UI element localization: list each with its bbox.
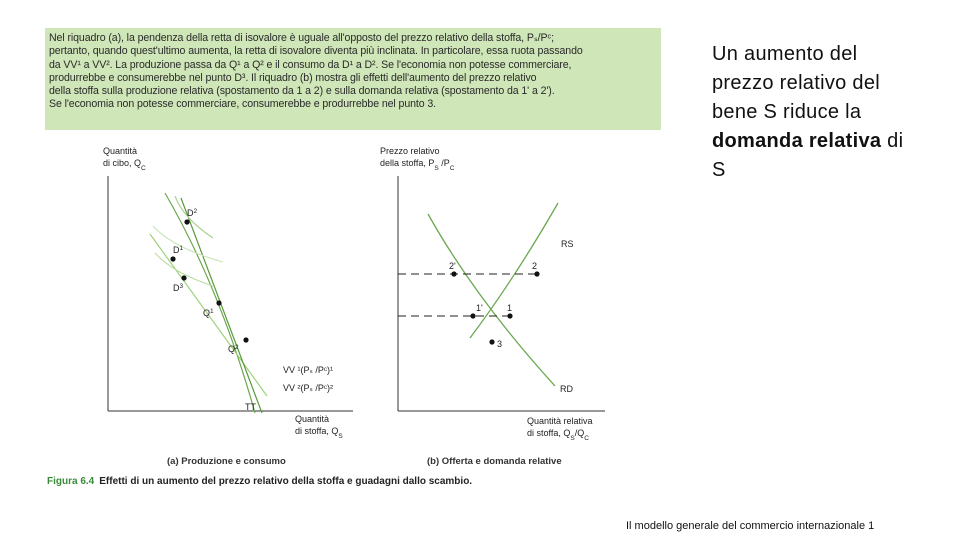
point-2-prime [451,271,456,276]
label-2: 2 [532,261,538,271]
point-q1 [216,300,221,305]
slide-footer: Il modello generale del commercio internazionale 1 [626,520,875,532]
slide-text-part1: Un aumento del prezzo relativo del bene S riduce la [712,43,881,123]
panel-a-y-label-1: Quantità [103,146,138,156]
figure-number: Figura 6.4 [47,476,95,487]
label-1: 1 [507,303,513,313]
rs-curve [470,203,558,338]
panel-a-diagram [45,138,365,468]
label-3: 3 [497,339,503,349]
point-d3 [181,275,186,280]
panel-a-x-label-1: Quantità [295,414,330,424]
slide-text-bold: domanda relativa [712,130,882,152]
panel-b-y-label-1: Prezzo relativo [380,146,440,156]
point-1 [507,313,512,318]
point-3 [489,339,494,344]
point-2 [534,271,539,276]
figure-caption-text: Effetti di un aumento del prezzo relativo della stoffa e guadagni dallo scambio. [99,476,473,487]
description-line: produrrebbe e consumerebbe nel punto D³. Il riquadro (b) mostra gli effetti dell'aumento del prezzo relativo [49,71,537,84]
panel-a-y-label-2: di cibo, $Q_C$ [103,158,146,172]
description-line: della stoffa sulla produzione relativa (spostamento da 1 a 2) e sulla domanda relativa (spostamento da 1' a 2'). [49,85,555,98]
description-line: Nel riquadro (a), la pendenza della retta di isovalore è uguale all'opposto del prezzo relativo della stoffa, Pₛ/Pᶜ; [49,32,554,44]
panel-a [45,138,365,468]
panel-b-title: (b) Offerta e domanda relative [427,456,562,467]
label-tt: TT [245,402,256,412]
label-d1: $D^1$ [173,244,184,255]
panel-b-diagram [375,138,665,468]
panel-b-x-label-2: di stoffa, $Q_S/Q_C$ [527,428,589,442]
vv2-line [181,198,262,413]
panel-b-y-label-2: della stoffa, $P_S$ $/P_C$ [380,158,455,172]
figure-description [45,28,661,130]
point-d1 [170,256,175,261]
label-1-prime: 1' [476,303,483,313]
figure-caption [47,476,472,487]
label-q1: $Q^1$ [203,307,214,318]
slide-text [712,40,922,185]
label-vv2: VV ²(Pₛ /Pᶜ)² [283,383,334,393]
panel-b [375,138,665,468]
description-line: pertanto, quando quest'ultimo aumenta, la retta di isovalore diventa più inclinata. In particolare, essa ruota passando [49,45,583,58]
label-d2: $D^2$ [187,207,198,218]
label-rs: RS [561,239,574,249]
tt-curve [165,193,255,413]
point-1-prime [470,313,475,318]
indifference-curve-1 [153,226,223,262]
point-d2 [184,219,189,224]
panel-a-title: (a) Produzione e consumo [167,456,286,467]
panel-a-x-label-2: di stoffa, $Q_S$ [295,426,343,440]
label-d3: $D^3$ [173,282,184,293]
textbook-figure [45,28,669,494]
slide-text-part2: di S [712,130,904,181]
label-q2: $Q^2$ [228,343,239,354]
panel-b-x-label-1: Quantità relativa [527,416,593,426]
label-vv1: VV ¹(Pₛ /Pᶜ)¹ [283,365,334,375]
label-2-prime: 2' [449,261,456,271]
label-rd: RD [560,384,573,394]
description-line: da VV¹ a VV². La produzione passa da Q¹ a Q² e il consumo da D¹ a D². Se l'economia non potesse commerciare, [49,58,572,71]
description-line: Se l'economia non potesse commerciare, consumerebbe e produrrebbe nel punto 3. [49,98,437,111]
point-q2 [243,337,248,342]
